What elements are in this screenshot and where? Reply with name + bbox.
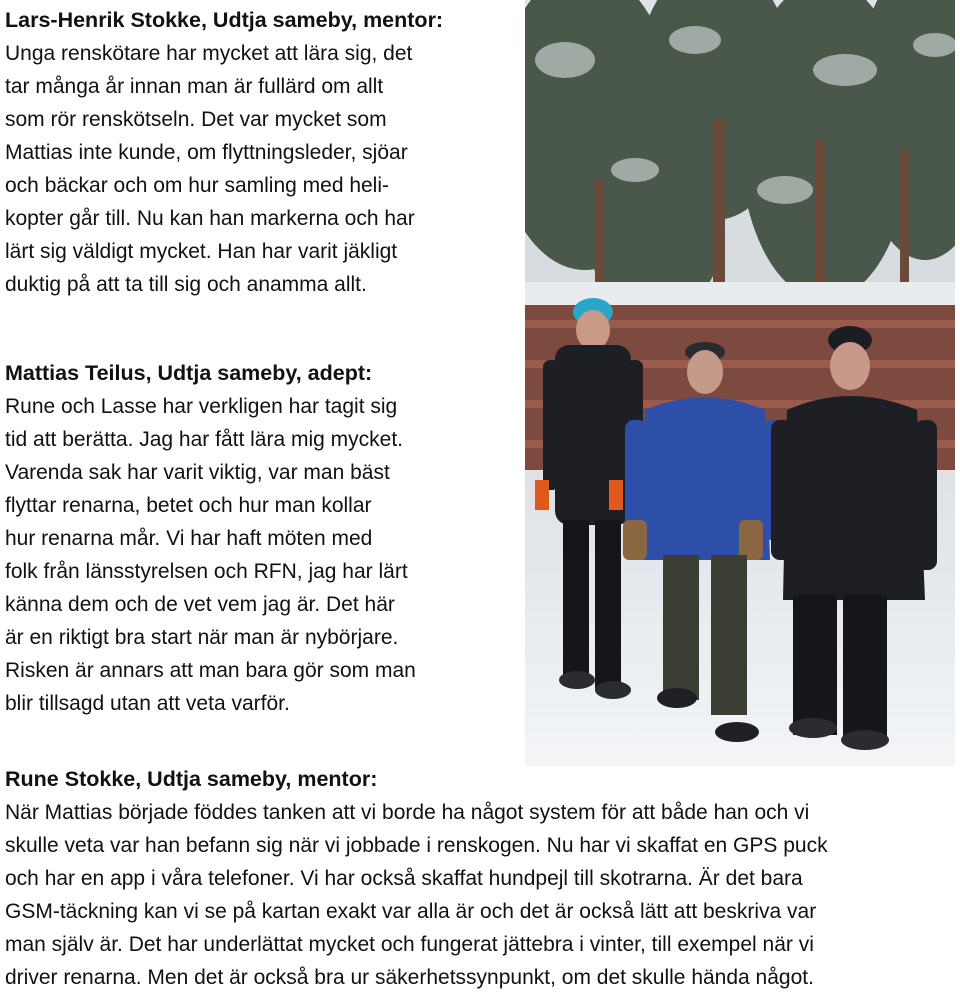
- quote-line: man själv är. Det har underlättat mycket och fungerat jättebra i vinter, till exempel när vi: [5, 933, 814, 956]
- quote-line: När Mattias började föddes tanken att vi borde ha något system för att både han och vi: [5, 801, 810, 824]
- quote-body: [5, 796, 955, 994]
- three-men-in-snow-photo: [525, 0, 955, 766]
- quote-line: är en riktigt bra start när man är nybörjare.: [5, 626, 399, 649]
- quote-heading: Lars-Henrik Stokke, Udtja sameby, mentor:: [5, 8, 444, 32]
- quote-line: folk från länsstyrelsen och RFN, jag har lärt: [5, 560, 408, 583]
- mentor-quote-lars-henrik: [5, 4, 520, 301]
- quote-line: hur renarna mår. Vi har haft möten med: [5, 527, 373, 550]
- quote-line: Unga renskötare har mycket att lära sig, det: [5, 42, 413, 65]
- quote-line: blir tillsagd utan att veta varför.: [5, 692, 290, 715]
- quote-line: tid att berätta. Jag har fått lära mig mycket.: [5, 428, 404, 451]
- quote-body: [5, 37, 520, 301]
- quote-line: flyttar renarna, betet och hur man kollar: [5, 494, 372, 517]
- mentor-quote-rune: [5, 763, 955, 994]
- quote-line: Risken är annars att man bara gör som man: [5, 659, 416, 682]
- quote-line: Mattias inte kunde, om flyttningsleder, sjöar: [5, 141, 408, 164]
- quote-line: tar många år innan man är fullärd om allt: [5, 75, 384, 98]
- adept-quote-mattias: [5, 357, 520, 720]
- quote-line: och har en app i våra telefoner. Vi har också skaffat hundpejl till skotrarna. Är det bara: [5, 867, 803, 890]
- quote-line: och bäckar och om hur samling med heli-: [5, 174, 390, 197]
- quote-line: kopter går till. Nu kan han markerna och har: [5, 207, 415, 230]
- quote-heading: Rune Stokke, Udtja sameby, mentor:: [5, 767, 378, 791]
- quote-line: som rör renskötseln. Det var mycket som: [5, 108, 387, 131]
- quote-line: känna dem och de vet vem jag är. Det här: [5, 593, 395, 616]
- quote-heading: Mattias Teilus, Udtja sameby, adept:: [5, 361, 373, 385]
- quote-line: driver renarna. Men det är också bra ur säkerhetssynpunkt, om det skulle hända något.: [5, 966, 814, 989]
- quote-line: duktig på att ta till sig och anamma allt.: [5, 273, 367, 296]
- quote-line: skulle veta var han befann sig när vi jobbade i renskogen. Nu har vi skaffat en GPS puck: [5, 834, 828, 857]
- quote-line: Varenda sak har varit viktig, var man bäst: [5, 461, 390, 484]
- quote-body: [5, 390, 520, 720]
- quote-line: GSM-täckning kan vi se på kartan exakt var alla är och det är också lätt att beskriva var: [5, 900, 817, 923]
- quote-line: lärt sig väldigt mycket. Han har varit jäkligt: [5, 240, 398, 263]
- quote-line: Rune och Lasse har verkligen har tagit sig: [5, 395, 398, 418]
